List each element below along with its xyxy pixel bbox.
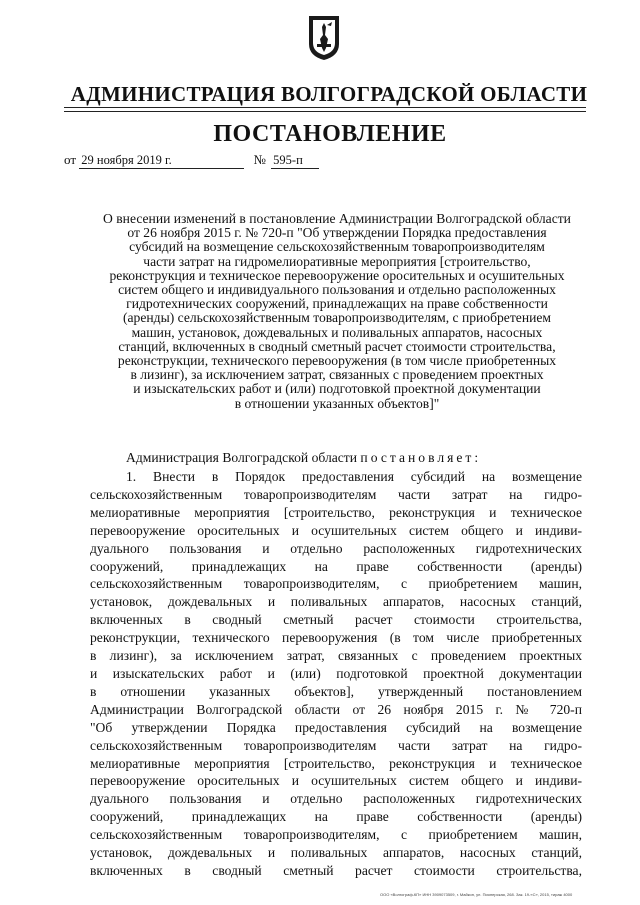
body-line: включенных в сводный сметный расчет стоимости строительства, [90,862,582,878]
body-line: сельскохозяйственным товаропроизводителям части затрат на гидро- [90,486,582,502]
heading-line: субсидий на возмещение сельскохозяйственным товаропроизводителям [129,239,545,255]
header-rule-thick [64,107,586,108]
date-from-label: от [64,152,77,167]
body-line: сооружений, принадлежащих на праве собственности (аренды) [90,809,582,825]
heading-line: реконструкции, технического перевооружения (в том числе приобретенных [117,353,557,369]
heading-line: гидротехнических сооружений, принадлежащих на праве собственности [126,296,548,312]
body-line: установок, дождевальных и поливальных аппаратов, насосных станций, [90,594,582,610]
body-line: перевооружение оросительных и осушительных систем общего и индиви- [90,773,582,789]
header-rule-thin [64,111,586,112]
heading-line: станций, включенных в сводный сметный расчет стоимости строительства, [118,338,556,354]
body-line: дуального пользования и отдельно расположенных гидротехнических [90,540,582,556]
heading-line: реконструкция и техническое перевооружение оросительных и осушительных [109,267,565,283]
intro-verb: постановляет: [360,450,482,465]
body-line: и изыскательских работ и (или) подготовкой проектной документации [90,665,582,681]
body-line: сельскохозяйственным товаропроизводителям части затрат на гидро- [90,737,582,753]
body-line: перевооружение оросительных и осушительных систем общего и индиви- [90,522,582,538]
organization-title: АДМИНИСТРАЦИЯ ВОЛГОГРАДСКОЙ ОБЛАСТИ [70,82,588,106]
printer-footer: ООО «Волгограф-КП» ИНН 3909073509, г. Майкоп, ул. Пионерская, 268. Зак. 19-«С», 2015, тираж 4000 [380,892,573,897]
body-line: установок, дождевальных и поливальных аппаратов, насосных станций, [90,845,582,861]
body-line: "Об утверждении Порядка предоставления субсидий на возмещение [90,719,582,735]
body-line: Администрации Волгоградской области от 26 ноября 2015 г. № 720-п [90,701,582,717]
body-line: мелиоративные мероприятия [строительство, реконструкция и техническое [90,755,582,771]
coat-of-arms-emblem-icon [307,14,341,62]
date-number-line [64,152,319,169]
body-line: сооружений, принадлежащих на праве собственности (аренды) [90,558,582,574]
number-label: № [253,152,266,167]
body-line: сельскохозяйственным товаропроизводителям, с приобретением машин, [90,576,582,592]
heading-line: (аренды) сельскохозяйственным товаропроизводителям, с приобретением [122,310,552,326]
document-body [90,468,582,880]
document-type-title: ПОСТАНОВЛЕНИЕ [213,121,447,147]
heading-line: и изыскательских работ и (или) подготовкой проектной документации [133,381,541,397]
body-line: 1. Внести в Порядок предоставления субсидий на возмещение [126,469,582,484]
heading-line: О внесении изменений в постановление Администрации Волгоградской области [103,211,571,226]
body-line: включенных в сводный сметный расчет стоимости строительства, [90,612,582,628]
heading-line: в лизинг), за исключением затрат, связанных с проведением проектных [130,367,544,383]
document-heading [86,212,588,411]
body-line: сельскохозяйственным товаропроизводителям, с приобретением машин, [90,827,582,843]
body-line: реконструкции, технического перевооружения (в том числе приобретенных [90,630,582,646]
document-date: 29 ноября 2019 г. [79,153,244,169]
resolution-intro [126,450,481,466]
body-line: в отношении указанных объектов], утвержденный постановлением [90,683,582,699]
heading-line: от 26 ноября 2015 г. № 720-п "Об утверждении Порядка предоставления [127,225,547,241]
body-line: мелиоративные мероприятия [строительство, реконструкция и техническое [90,504,582,520]
heading-line: в отношении указанных объектов]" [234,395,440,411]
intro-subject: Администрация Волгоградской области [126,450,358,465]
heading-line: систем общего и индивидуального пользования и отдельно расположенных [118,282,556,298]
body-line: в лизинг), за исключением затрат, связанных с проведением проектных [90,648,582,664]
heading-line: части затрат на гидромелиоративные мероприятия [строительство, [143,253,531,269]
heading-line: машин, установок, дождевальных и поливальных аппаратов, насосных [131,324,543,340]
body-line: дуального пользования и отдельно расположенных гидротехнических [90,791,582,807]
document-number: 595-п [271,153,319,169]
